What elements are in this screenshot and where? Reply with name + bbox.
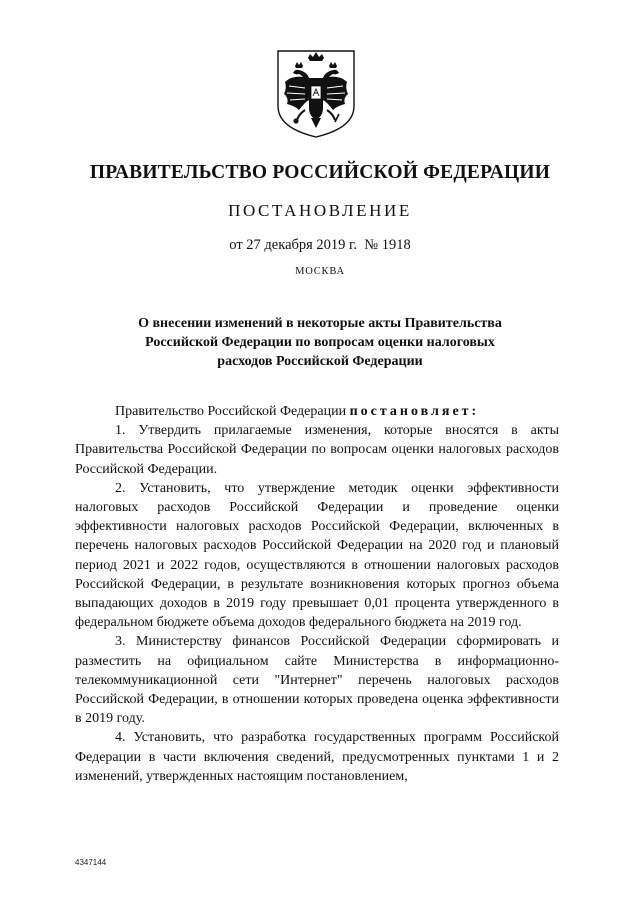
document-number: № 1918 (364, 237, 411, 253)
document-date-line (0, 237, 640, 254)
government-title: ПРАВИТЕЛЬСТВО РОССИЙСКОЙ ФЕДЕРАЦИИ (89, 162, 551, 183)
paragraph-3: 3. Министерству финансов Российской Федерации сформировать и разместить на официальном сайте Министерства в информационно-телекоммуникационной сети "Интернет" перечень налоговых расходов Российской Федерации, в отношении которых проведена оценка эффективности в 2019 году. (75, 634, 559, 727)
document-date: от 27 декабря 2019 г. (229, 237, 357, 253)
intro-paragraph (75, 402, 559, 421)
page-code: 4347144 (75, 858, 107, 867)
document-body (75, 402, 559, 786)
subject-line: Российской Федерации по вопросам оценки налоговых (145, 335, 495, 350)
subject-line: О внесении изменений в некоторые акты Правительства (138, 316, 502, 331)
subject-line: расходов Российской Федерации (217, 354, 423, 369)
paragraph-2: 2. Установить, что утверждение методик оценки эффективности налоговых расходов Российской Федерации и проведение оценки эффективности налоговых расходов Российской Федерации, включенных в перечень налоговых расходов Российской Федерации на 2020 год и плановый период 2021 и 2022 годов, осуществляются в отношении налоговых расходов Российской Федерации, в результате возникновения которых прогноз объема выпадающих доходов в 2019 году превышает 0,01 процента утвержденного в федеральном бюджете объема доходов федерального бюджета на 2019 год. (75, 480, 559, 631)
document-type: ПОСТАНОВЛЕНИЕ (228, 201, 412, 220)
paragraph-1: 1. Утвердить прилагаемые изменения, которые вносятся в акты Правительства Российской Федерации по вопросам оценки налоговых расходов Российской Федерации. (75, 423, 559, 477)
russian-coat-of-arms-icon (275, 48, 357, 140)
document-subject (0, 314, 640, 371)
paragraph-4: 4. Установить, что разработка государственных программ Российской Федерации в части включения сведений, предусмотренных пунктами 1 и 2 изменений, утвержденных настоящим постановлением, (75, 730, 559, 784)
document-city: МОСКВА (295, 266, 345, 277)
intro-text: Правительство Российской Федерации (115, 404, 350, 419)
resolves-word: постановляет: (349, 404, 480, 419)
